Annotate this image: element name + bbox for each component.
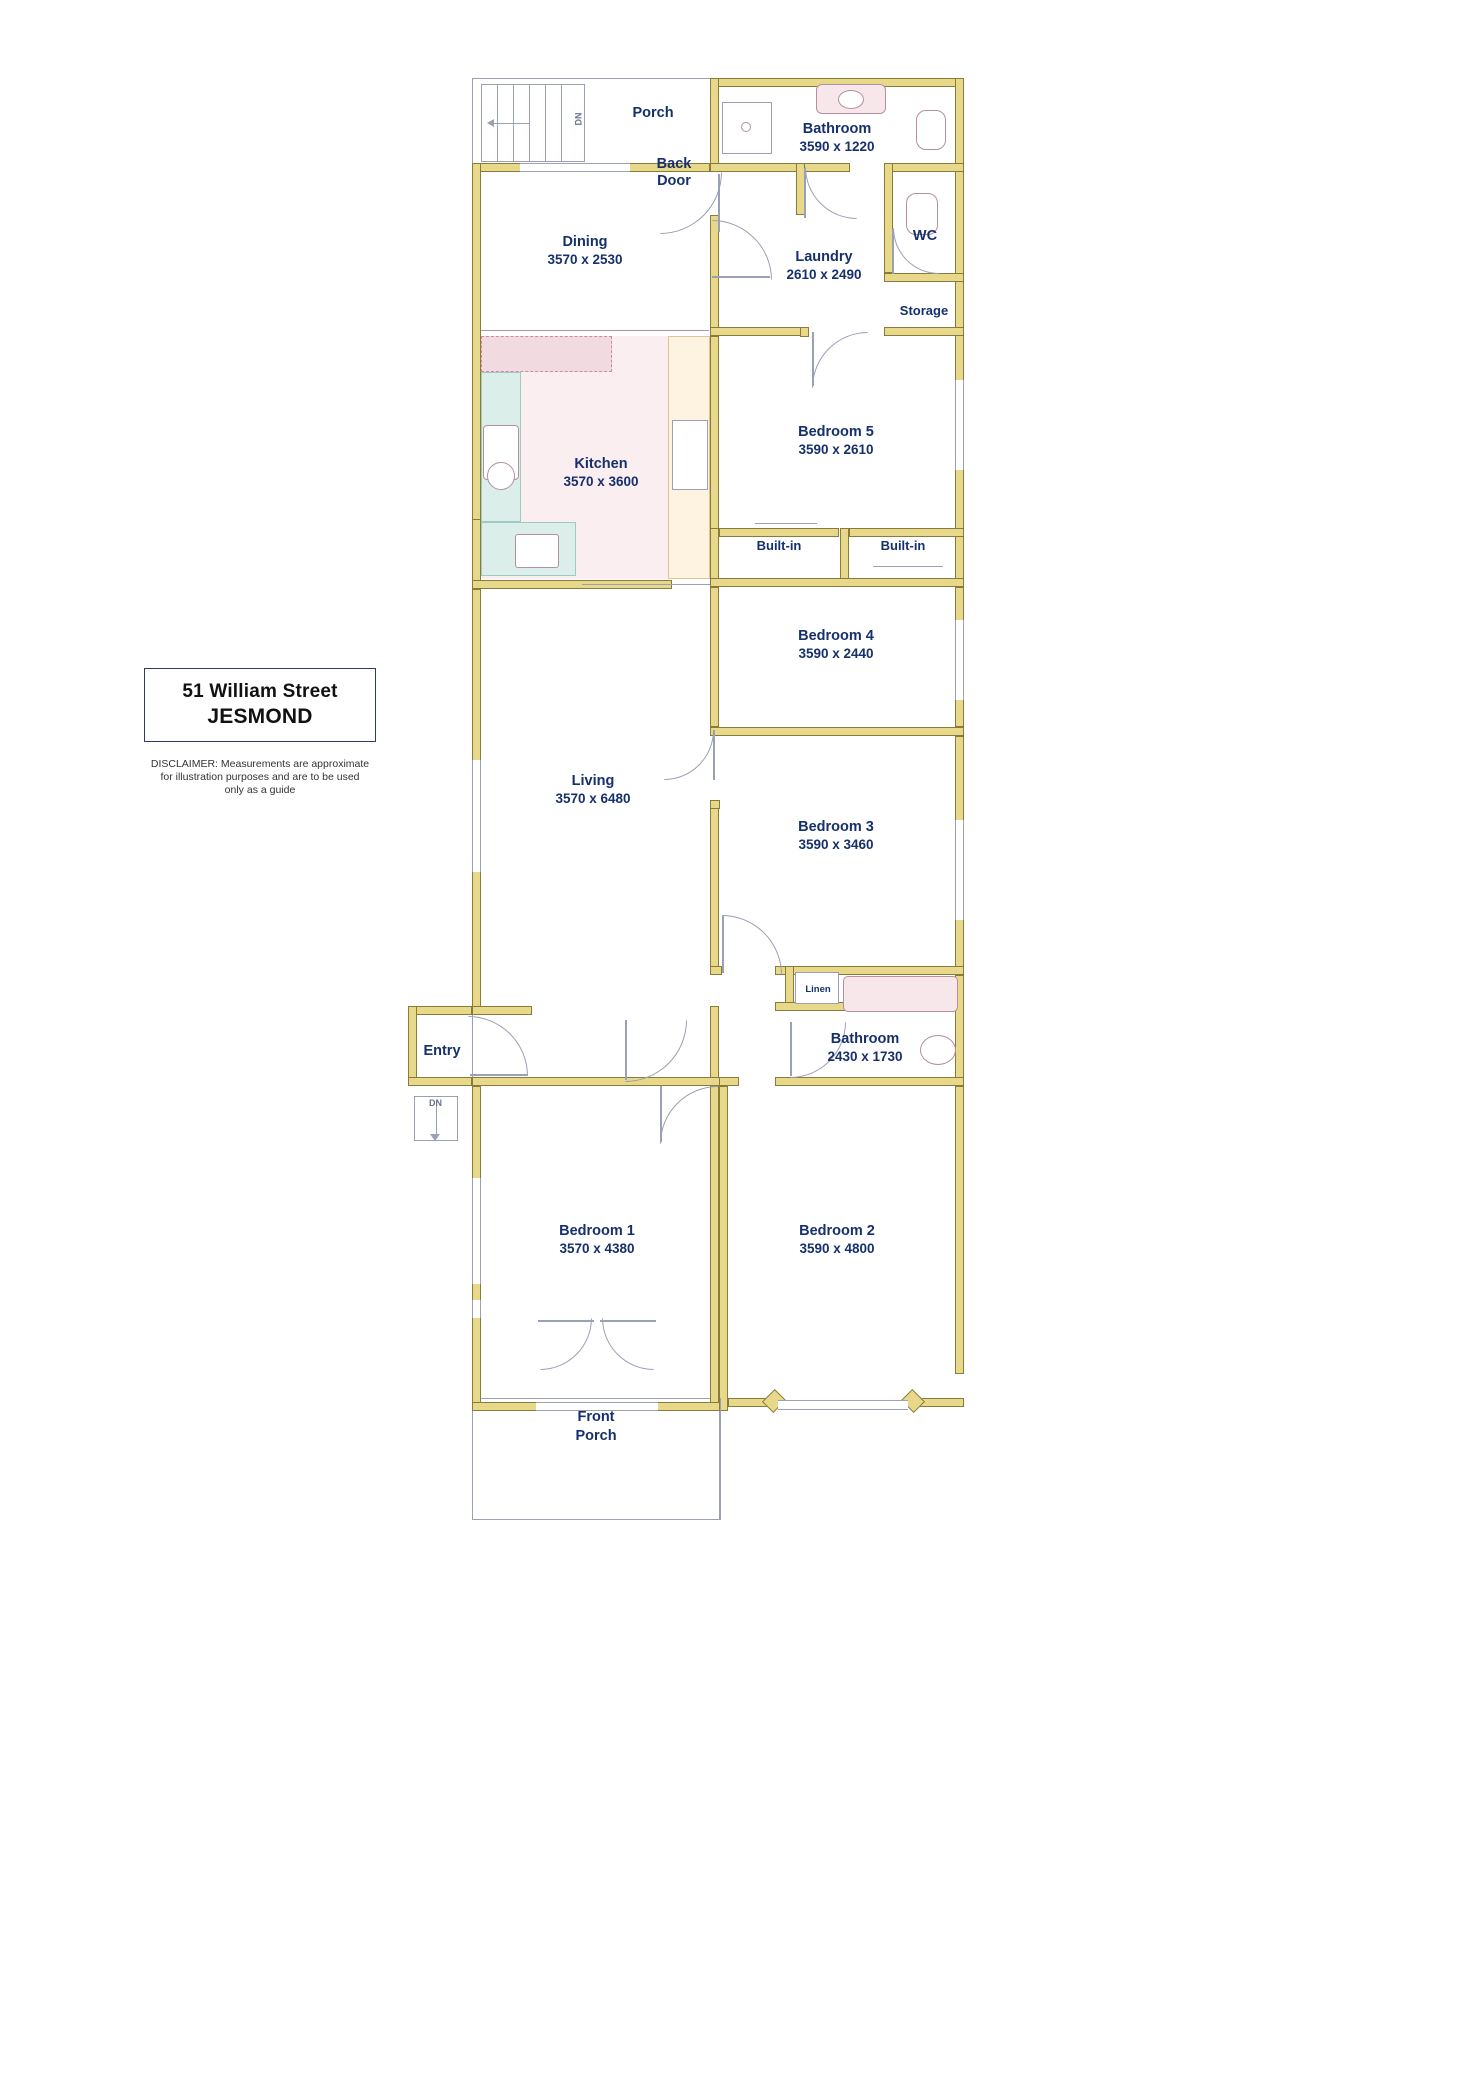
room-label-bedroom-4: Bedroom 4 3590 x 2440 xyxy=(798,628,874,661)
wall xyxy=(775,1077,964,1086)
wall xyxy=(408,1077,472,1086)
wall xyxy=(710,966,722,975)
wall xyxy=(719,528,839,537)
entry-step-direction: DN xyxy=(429,1098,442,1108)
wall xyxy=(719,1086,728,1411)
wall xyxy=(472,1077,720,1086)
wall xyxy=(719,1077,739,1086)
wall xyxy=(710,578,964,587)
room-label-entry: Entry xyxy=(423,1043,461,1059)
wall xyxy=(955,1086,964,1374)
room-label-front-porch: Front Porch xyxy=(575,1409,617,1444)
wall xyxy=(710,1006,719,1078)
room-label-bedroom-2: Bedroom 2 3590 x 4800 xyxy=(799,1223,875,1256)
stair-direction-label: DN xyxy=(573,112,584,126)
cooktop-burner xyxy=(487,462,515,490)
wall xyxy=(918,1398,964,1407)
wall xyxy=(710,587,719,727)
disclaimer-text: DISCLAIMER: Measurements are approximate for illustration purposes and are to be used only as a guide xyxy=(150,758,370,796)
wall xyxy=(472,1006,532,1015)
bedroom2-bay-window xyxy=(778,1400,908,1410)
wall xyxy=(710,327,808,336)
bedroom3-window xyxy=(955,820,964,920)
title-block xyxy=(144,668,376,742)
room-label-linen: Linen xyxy=(805,984,831,995)
kitchen-bench-top xyxy=(481,336,612,372)
bedroom1-window-2 xyxy=(472,1300,481,1318)
room-label-bathroom-rear: Bathroom 3590 x 1220 xyxy=(799,121,875,154)
wall xyxy=(472,519,481,589)
bedroom1-window xyxy=(472,1178,481,1284)
room-label-laundry: Laundry 2610 x 2490 xyxy=(786,249,862,282)
wall xyxy=(710,336,719,536)
dining-window xyxy=(520,163,630,172)
wall xyxy=(710,727,964,736)
room-label-bedroom-1: Bedroom 1 3570 x 4380 xyxy=(559,1223,635,1256)
room-label-bedroom-3: Bedroom 3 3590 x 3460 xyxy=(798,819,874,852)
room-label-bathroom-front: Bathroom 2430 x 1730 xyxy=(827,1031,903,1064)
room-label-living: Living 3570 x 6480 xyxy=(555,773,631,806)
sink xyxy=(515,534,559,568)
wall xyxy=(849,528,964,537)
wall xyxy=(472,163,481,538)
room-label-kitchen: Kitchen 3570 x 3600 xyxy=(563,456,639,489)
room-label-wc: WC xyxy=(912,228,938,244)
wall xyxy=(710,800,720,809)
wall xyxy=(710,800,719,975)
bedroom4-window xyxy=(955,620,964,700)
wall xyxy=(800,327,809,337)
room-label-storage: Storage xyxy=(899,303,949,318)
wall xyxy=(884,327,964,336)
room-label-builtin-left: Built-in xyxy=(756,538,802,553)
address-line-2: JESMOND xyxy=(207,705,313,728)
basin-rear xyxy=(838,90,864,109)
room-label-back-door: Back Door xyxy=(656,156,692,189)
room-label-dining: Dining 3570 x 2530 xyxy=(547,234,623,267)
room-label-porch: Porch xyxy=(632,105,674,121)
bathtub-front xyxy=(843,976,958,1012)
address-line-1: 51 William Street xyxy=(182,681,338,702)
room-label-builtin-right: Built-in xyxy=(880,538,926,553)
wall xyxy=(408,1006,472,1015)
wall xyxy=(884,163,964,172)
living-window xyxy=(472,760,481,872)
bedroom5-window xyxy=(955,380,964,470)
room-label-bedroom-5: Bedroom 5 3590 x 2610 xyxy=(798,424,874,457)
